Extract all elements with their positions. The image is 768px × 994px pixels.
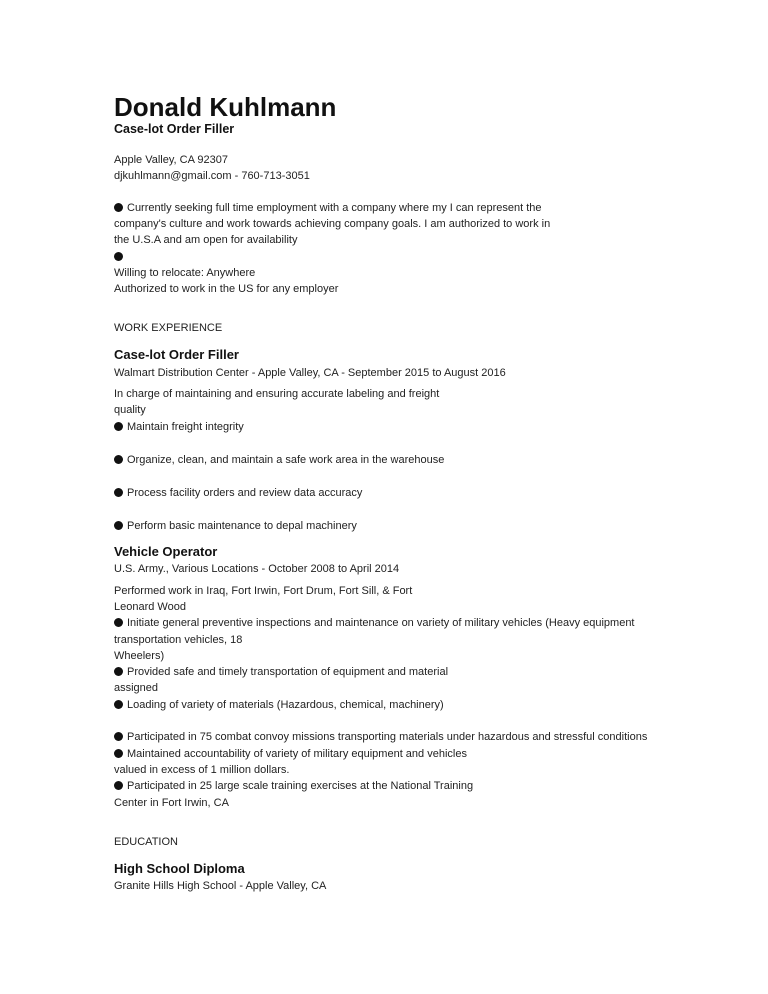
job-bullet: Loading of variety of materials (Hazardous, chemical, machinery) [114,698,444,712]
job-bullet-cont: assigned [114,682,159,694]
bullet-icon [114,732,123,741]
bullet-icon [114,252,123,261]
bullet-icon [114,521,123,530]
section-title-education: EDUCATION [114,836,178,848]
bullet-icon [114,749,123,758]
bullet-icon [114,203,123,212]
job-bullet: Organize, clean, and maintain a safe work area in the warehouse [114,453,444,467]
school-line: Granite Hills High School - Apple Valley, CA [114,880,327,892]
bullet-icon [114,488,123,497]
job-title: Case-lot Order Filler [114,347,239,362]
relocate-line: Willing to relocate: Anywhere [114,267,256,279]
bullet-icon [114,422,123,431]
candidate-title: Case-lot Order Filler [114,122,235,136]
job-bullet: Provided safe and timely transportation of equipment and material [114,665,448,679]
bullet-icon [114,667,123,676]
objective-line: Currently seeking full time employment with a company where my I can represent the [114,201,542,215]
job-bullet-cont: Center in Fort Irwin, CA [114,797,229,809]
candidate-location: Apple Valley, CA 92307 [114,154,228,166]
section-title-experience: WORK EXPERIENCE [114,322,223,334]
job-bullet: Perform basic maintenance to depal machinery [114,519,357,533]
degree-title: High School Diploma [114,861,245,876]
job-description: Performed work in Iraq, Fort Irwin, Fort Drum, Fort Sill, & Fort [114,585,413,597]
bullet-icon [114,455,123,464]
job-bullet: Initiate general preventive inspections and maintenance on variety of military vehicles (Heavy equipment [114,616,635,630]
job-bullet: Maintain freight integrity [114,420,244,434]
candidate-name: Donald Kuhlmann [114,92,337,122]
job-bullet-cont: valued in excess of 1 million dollars. [114,764,290,776]
job-bullet: Maintained accountability of variety of military equipment and vehicles [114,747,467,761]
bullet-icon [114,618,123,627]
job-description: Leonard Wood [114,601,186,613]
job-bullet: Process facility orders and review data accuracy [114,486,362,500]
authorized-line: Authorized to work in the US for any employer [114,283,339,295]
bullet-icon [114,781,123,790]
job-bullet: Participated in 25 large scale training exercises at the National Training [114,779,473,793]
job-meta: Walmart Distribution Center - Apple Valley, CA - September 2015 to August 2016 [114,367,506,379]
job-bullet: Participated in 75 combat convoy missions transporting materials under hazardous and stressful conditions [114,730,647,744]
objective-line: the U.S.A and am open for availability [114,234,298,246]
empty-bullet [114,250,127,264]
job-bullet-cont: transportation vehicles, 18 [114,634,243,646]
job-title: Vehicle Operator [114,544,218,559]
job-meta: U.S. Army., Various Locations - October 2008 to April 2014 [114,563,400,575]
objective-line: company's culture and work towards achieving company goals. I am authorized to work in [114,218,551,230]
job-bullet-cont: Wheelers) [114,650,165,662]
candidate-contact: djkuhlmann@gmail.com - 760-713-3051 [114,170,310,182]
job-description: quality [114,404,146,416]
bullet-icon [114,700,123,709]
job-description: In charge of maintaining and ensuring accurate labeling and freight [114,388,440,400]
